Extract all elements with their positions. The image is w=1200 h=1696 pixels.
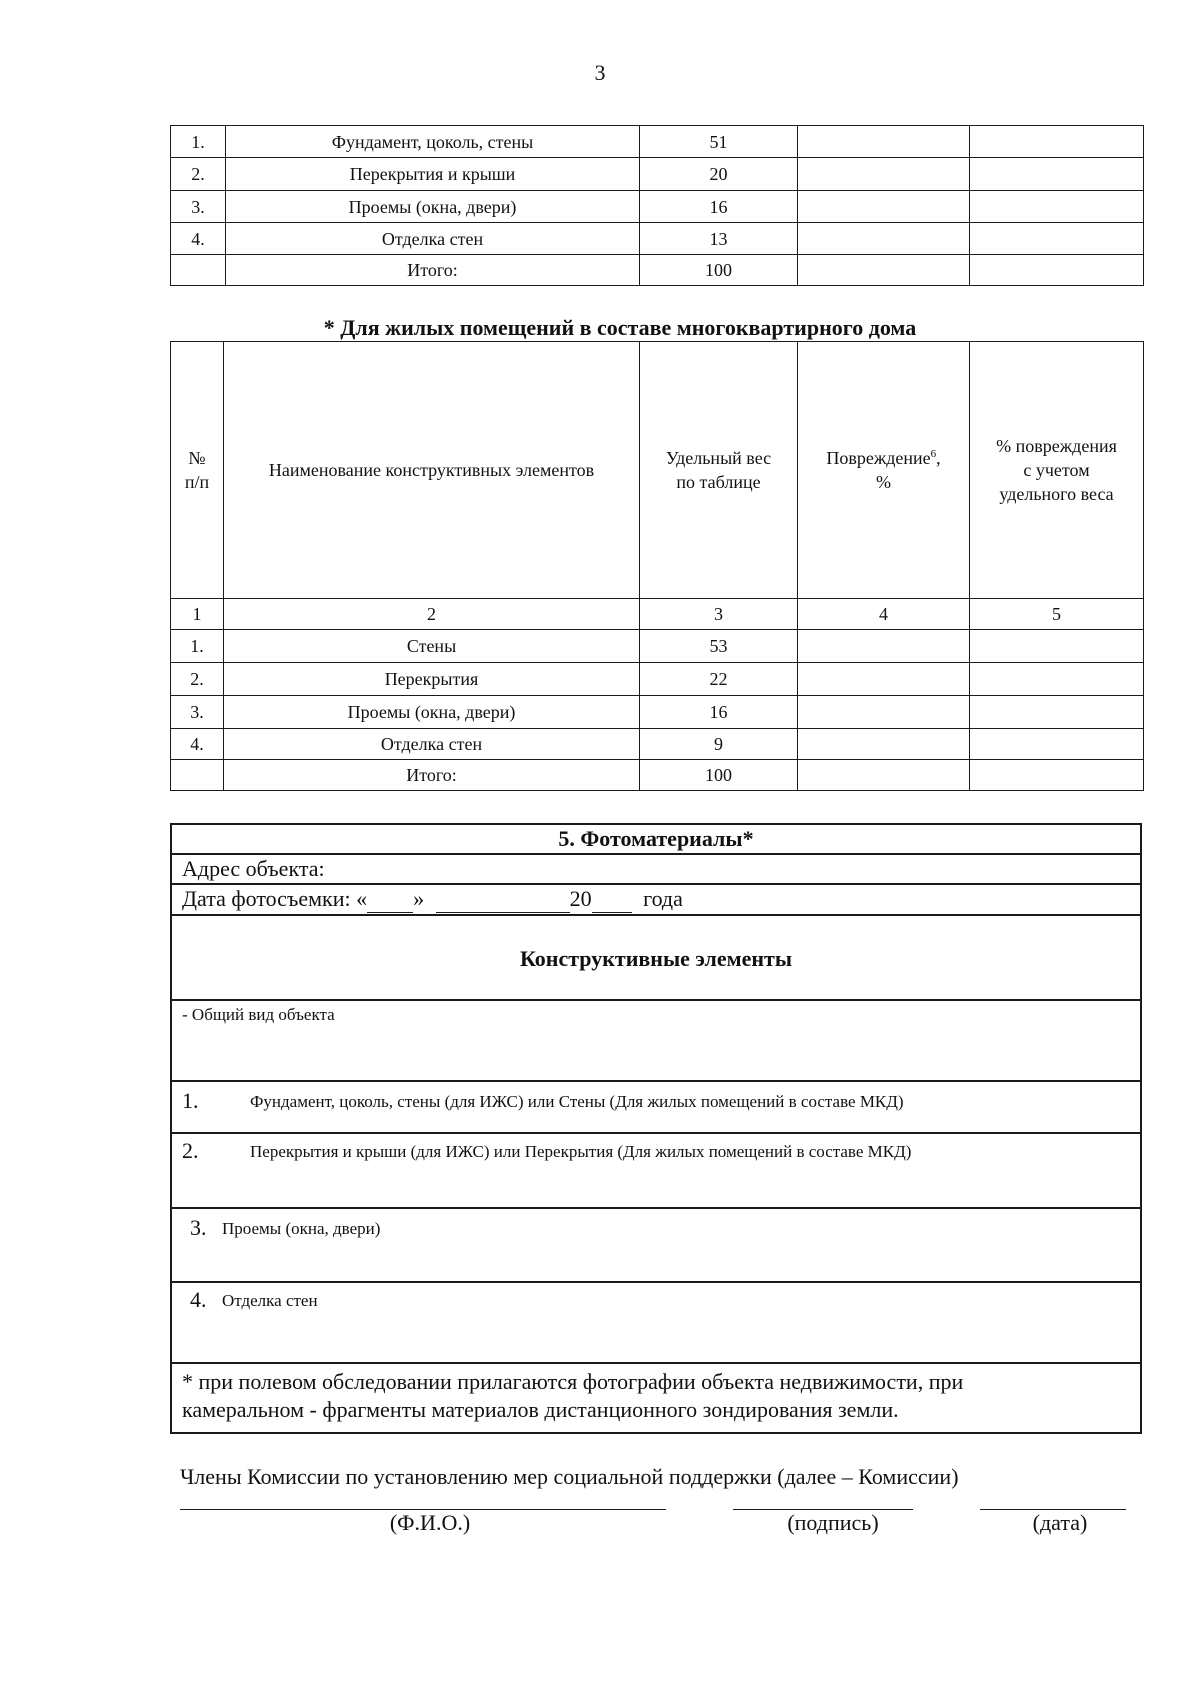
fio-label: (Ф.И.О.)	[389, 1510, 471, 1535]
item-label: Отделка стен	[222, 1291, 318, 1310]
item-label: Перекрытия и крыши (для ИЖС) или Перекрытия (Для жилых помещений в составе МКД)	[250, 1142, 912, 1161]
header-damage	[798, 342, 970, 599]
header-weight-line2: по таблице	[676, 472, 761, 492]
photo-item-openings	[172, 1209, 1140, 1283]
element-weight: 100	[640, 255, 798, 286]
column-number: 5	[970, 599, 1144, 630]
constructive-elements-title	[172, 916, 1140, 1001]
item-number: 2.	[182, 1138, 199, 1163]
month-field[interactable]	[436, 890, 570, 913]
header-damage-line2: %	[876, 472, 891, 492]
header-number-line1: №	[188, 448, 206, 468]
element-weight: 16	[640, 191, 798, 223]
weighted-damage-cell	[970, 696, 1144, 729]
table-total-row	[171, 255, 1144, 286]
damage-cell	[798, 223, 970, 255]
table-total-row	[171, 760, 1144, 791]
element-name: Перекрытия	[224, 663, 640, 696]
table-row	[171, 663, 1144, 696]
table-header-row	[171, 342, 1144, 599]
year-prefix: 20	[569, 886, 592, 911]
column-number: 2	[224, 599, 640, 630]
row-number: 4.	[171, 223, 226, 255]
header-weight-line1: Удельный вес	[665, 448, 772, 468]
header-weight	[640, 342, 798, 599]
element-name: Отделка стен	[226, 223, 640, 255]
header-number	[171, 342, 224, 599]
header-element-name: Наименование конструктивных элементов	[224, 342, 640, 599]
footnote-line2: камеральном - фрагменты материалов дистанционного зондирования земли.	[182, 1397, 899, 1422]
year-field[interactable]	[592, 890, 632, 913]
weighted-damage-cell	[970, 223, 1144, 255]
general-view-label: - Общий вид объекта	[182, 1005, 335, 1024]
photo-materials-form	[170, 823, 1142, 1434]
element-name: Перекрытия и крыши	[226, 158, 640, 191]
weighted-damage-cell	[970, 630, 1144, 663]
column-number: 1	[171, 599, 224, 630]
date-close-quote: »	[413, 886, 425, 911]
year-word: года	[643, 886, 683, 911]
damage-cell	[798, 760, 970, 791]
row-number: 2.	[171, 663, 224, 696]
photo-item-wall-finish	[172, 1283, 1140, 1364]
item-number: 3.	[190, 1215, 207, 1240]
table-row	[171, 223, 1144, 255]
weighted-damage-cell	[970, 760, 1144, 791]
header-weighted-line2: с учетом	[1023, 460, 1090, 480]
element-weight: 13	[640, 223, 798, 255]
row-number	[171, 255, 226, 286]
day-field[interactable]	[367, 890, 413, 913]
element-weight: 100	[640, 760, 798, 791]
row-number: 1.	[171, 630, 224, 663]
weighted-damage-cell	[970, 191, 1144, 223]
row-number: 4.	[171, 729, 224, 760]
damage-cell	[798, 191, 970, 223]
element-name: Фундамент, цоколь, стены	[226, 126, 640, 158]
element-name: Стены	[224, 630, 640, 663]
photo-section-title	[172, 825, 1140, 855]
row-number: 3.	[171, 191, 226, 223]
element-name: Итого:	[226, 255, 640, 286]
table-row	[171, 729, 1144, 760]
weighted-damage-cell	[970, 663, 1144, 696]
signature-label: (подпись)	[787, 1510, 879, 1535]
date-label: (дата)	[1032, 1510, 1088, 1535]
item-number: 1.	[182, 1088, 199, 1113]
weights-table-izhs	[170, 125, 1144, 286]
damage-cell	[798, 630, 970, 663]
damage-cell	[798, 255, 970, 286]
weighted-damage-cell	[970, 729, 1144, 760]
table-row	[171, 158, 1144, 191]
address-label: Адрес объекта:	[182, 856, 325, 881]
damage-cell	[798, 663, 970, 696]
header-number-line2: п/п	[184, 472, 210, 492]
table-row	[171, 630, 1144, 663]
header-weighted-line3: удельного веса	[999, 484, 1114, 504]
item-number: 4.	[190, 1287, 207, 1312]
weighted-damage-cell	[970, 126, 1144, 158]
photo-item-floors	[172, 1134, 1140, 1209]
constructive-title-text: Конструктивные элементы	[519, 946, 793, 971]
element-weight: 9	[640, 729, 798, 760]
header-damage-line1	[798, 446, 969, 470]
column-numbers-row	[171, 599, 1144, 630]
damage-cell	[798, 729, 970, 760]
element-weight: 53	[640, 630, 798, 663]
element-name: Проемы (окна, двери)	[224, 696, 640, 729]
footnote-ref: 6	[930, 448, 937, 460]
general-view-row	[172, 1001, 1140, 1082]
row-number	[171, 760, 224, 791]
header-damage-text: Повреждение	[826, 448, 931, 468]
table-row	[171, 191, 1144, 223]
weighted-damage-cell	[970, 255, 1144, 286]
footnote-line1: * при полевом обследовании прилагаются фотографии объекта недвижимости, при	[182, 1369, 964, 1394]
commission-members-text: Члены Комиссии по установлению мер социальной поддержки (далее – Комиссии)	[180, 1464, 959, 1489]
row-number: 1.	[171, 126, 226, 158]
element-name: Отделка стен	[224, 729, 640, 760]
weights-table-mkd	[170, 341, 1144, 791]
element-name: Итого:	[224, 760, 640, 791]
table-row	[171, 696, 1144, 729]
photo-title-text: 5. Фотоматериалы*	[558, 826, 754, 851]
date-label: Дата фотосъемки: «	[182, 886, 368, 911]
damage-cell	[798, 158, 970, 191]
element-weight: 20	[640, 158, 798, 191]
header-damage-comma: ,	[936, 448, 941, 468]
page-number: 3	[594, 60, 606, 85]
weighted-damage-cell	[970, 158, 1144, 191]
table-row	[171, 126, 1144, 158]
element-weight: 51	[640, 126, 798, 158]
address-row	[172, 855, 1140, 885]
mkd-section-title: * Для жилых помещений в составе многоквартирного дома	[323, 315, 917, 340]
column-number: 3	[640, 599, 798, 630]
element-name: Проемы (окна, двери)	[226, 191, 640, 223]
damage-cell	[798, 126, 970, 158]
header-weighted-damage	[970, 342, 1144, 599]
item-label: Проемы (окна, двери)	[222, 1219, 381, 1238]
item-label: Фундамент, цоколь, стены (для ИЖС) или Стены (Для жилых помещений в составе МКД)	[250, 1092, 904, 1111]
column-number: 4	[798, 599, 970, 630]
photo-item-foundation	[172, 1082, 1140, 1134]
header-weighted-line1: % повреждения	[996, 436, 1117, 456]
shooting-date-row	[172, 885, 1140, 916]
element-weight: 16	[640, 696, 798, 729]
damage-cell	[798, 696, 970, 729]
row-number: 3.	[171, 696, 224, 729]
photo-footnote	[172, 1364, 1140, 1434]
element-weight: 22	[640, 663, 798, 696]
row-number: 2.	[171, 158, 226, 191]
